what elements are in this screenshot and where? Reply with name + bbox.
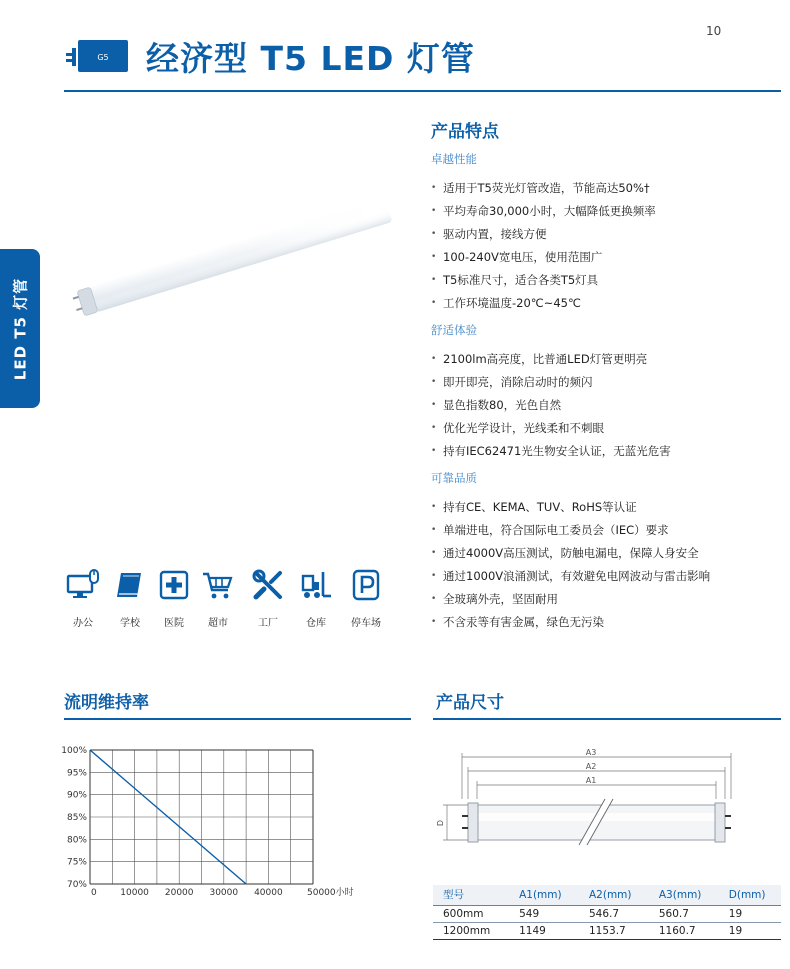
lumen-rule (64, 718, 411, 720)
feature-item: • 驱动内置，接线方便 (431, 223, 781, 246)
feature-item: • 显色指数80，光色自然 (431, 394, 781, 417)
school-book-icon (113, 568, 147, 602)
application-label: 仓库 (306, 618, 326, 629)
table-cell: 1160.7 (649, 922, 719, 939)
application-label: 办公 (73, 618, 93, 629)
hospital-cross-icon (157, 568, 191, 602)
table-cell: 19 (719, 905, 781, 922)
chart-x-tick-label: 20000 (164, 888, 194, 898)
feature-item: • 单端进电，符合国际电工委员会（IEC）要求 (431, 519, 781, 542)
lumen-title: 流明维持率 (64, 693, 149, 713)
application-label: 超市 (208, 618, 228, 629)
dimension-table (433, 885, 781, 940)
dimension-drawing (433, 745, 781, 855)
feature-item: • 100-240V宽电压，使用范围广 (431, 246, 781, 269)
chart-y-tick-label: 85% (66, 813, 87, 823)
table-cell: 560.7 (649, 905, 719, 922)
feature-item: • 不含汞等有害金属，绿色无污染 (431, 611, 781, 634)
feature-item: • 全玻璃外壳，坚固耐用 (431, 588, 781, 611)
table-cell: 1149 (509, 922, 579, 939)
table-header-cell: A3(mm) (649, 885, 719, 905)
dimension-d-label: D (436, 819, 445, 827)
table-header-cell: A1(mm) (509, 885, 579, 905)
office-computer-icon (66, 568, 100, 602)
lumen-chart (58, 738, 378, 903)
application-item (245, 568, 291, 629)
side-tab (0, 249, 40, 408)
application-item (293, 568, 339, 629)
table-cell: 1200mm (433, 922, 509, 939)
feature-item: • 工作环境温度-20℃~45℃ (431, 292, 781, 315)
factory-tools-icon (251, 568, 285, 602)
dimension-table-header (433, 885, 781, 905)
feature-item: • 2100lm高亮度，比普通LED灯管更明亮 (431, 348, 781, 371)
chart-x-tick-label: 50000小时 (307, 888, 354, 898)
chart-y-tick-label: 75% (66, 857, 87, 868)
feature-item: • 适用于T5荧光灯管改造，节能高达50%† (431, 177, 781, 200)
feature-item: • 通过4000V高压测试，防触电漏电，保障人身安全 (431, 542, 781, 565)
features-section-title: 舒适体验 (431, 323, 477, 337)
features-section-title: 可靠品质 (431, 471, 477, 485)
dimension-a3-label: A3 (585, 748, 597, 757)
table-header-cell: A2(mm) (579, 885, 649, 905)
warehouse-forklift-icon (299, 568, 333, 602)
application-item (107, 568, 153, 629)
side-tab-label: LED T5 灯管 (11, 277, 30, 381)
table-cell: 19 (719, 922, 781, 939)
table-cell: 1153.7 (579, 922, 649, 939)
chart-y-tick-label: 95% (66, 768, 87, 779)
feature-item: • 优化光学设计，光线柔和不刺眼 (431, 417, 781, 440)
dimension-rule (433, 718, 781, 720)
feature-item: • 持有IEC62471光生物安全认证，无蓝光危害 (431, 440, 781, 463)
page-number: 10 (706, 24, 722, 38)
dimension-a1-label: A1 (585, 776, 597, 785)
chart-x-tick-label: 30000 (209, 888, 239, 898)
chart-x-tick-label: 10000 (120, 888, 149, 898)
supermarket-cart-icon (201, 568, 235, 602)
application-item (343, 568, 389, 629)
feature-item: • T5标准尺寸，适合各类T5灯具 (431, 269, 781, 292)
application-label: 医院 (164, 618, 184, 629)
table-row (433, 922, 781, 939)
application-item (195, 568, 241, 629)
application-label: 停车场 (351, 618, 381, 629)
feature-item: • 平均寿命30,000小时，大幅降低更换频率 (431, 200, 781, 223)
dimension-a2-label: A2 (585, 762, 597, 771)
feature-item: • 通过1000V浪涌测试，有效避免电网波动与雷击影响 (431, 565, 781, 588)
chart-y-tick-label: 70% (66, 880, 87, 890)
application-item (151, 568, 197, 629)
header-rule (64, 90, 781, 92)
header-badge: G5 (97, 53, 109, 62)
table-cell: 546.7 (579, 905, 649, 922)
page-title: 经济型 T5 LED 灯管 (146, 39, 475, 78)
features-title: 产品特点 (431, 122, 499, 142)
parking-icon (349, 568, 383, 602)
feature-item: • 持有CE、KEMA、TUV、RoHS等认证 (431, 496, 781, 519)
chart-x-tick-label: 40000 (254, 888, 283, 898)
product-image (60, 105, 400, 545)
table-cell: 549 (509, 905, 579, 922)
chart-y-tick-label: 80% (66, 835, 87, 846)
features-section-title: 卓越性能 (431, 152, 477, 166)
feature-item: • 即开即亮，消除启动时的频闪 (431, 371, 781, 394)
application-item (60, 568, 106, 629)
table-cell: 600mm (433, 905, 509, 922)
table-header-cell: D(mm) (719, 885, 781, 905)
chart-x-tick-label: 0 (91, 888, 97, 898)
tube-logo-icon (66, 40, 128, 72)
features-list (431, 150, 781, 634)
application-label: 学校 (120, 618, 140, 629)
chart-y-tick-label: 100% (61, 746, 87, 756)
table-header-cell: 型号 (433, 885, 509, 905)
application-label: 工厂 (258, 618, 278, 629)
table-row (433, 905, 781, 922)
applications (60, 568, 400, 638)
chart-y-tick-label: 90% (66, 790, 87, 801)
dimension-title: 产品尺寸 (436, 693, 504, 713)
